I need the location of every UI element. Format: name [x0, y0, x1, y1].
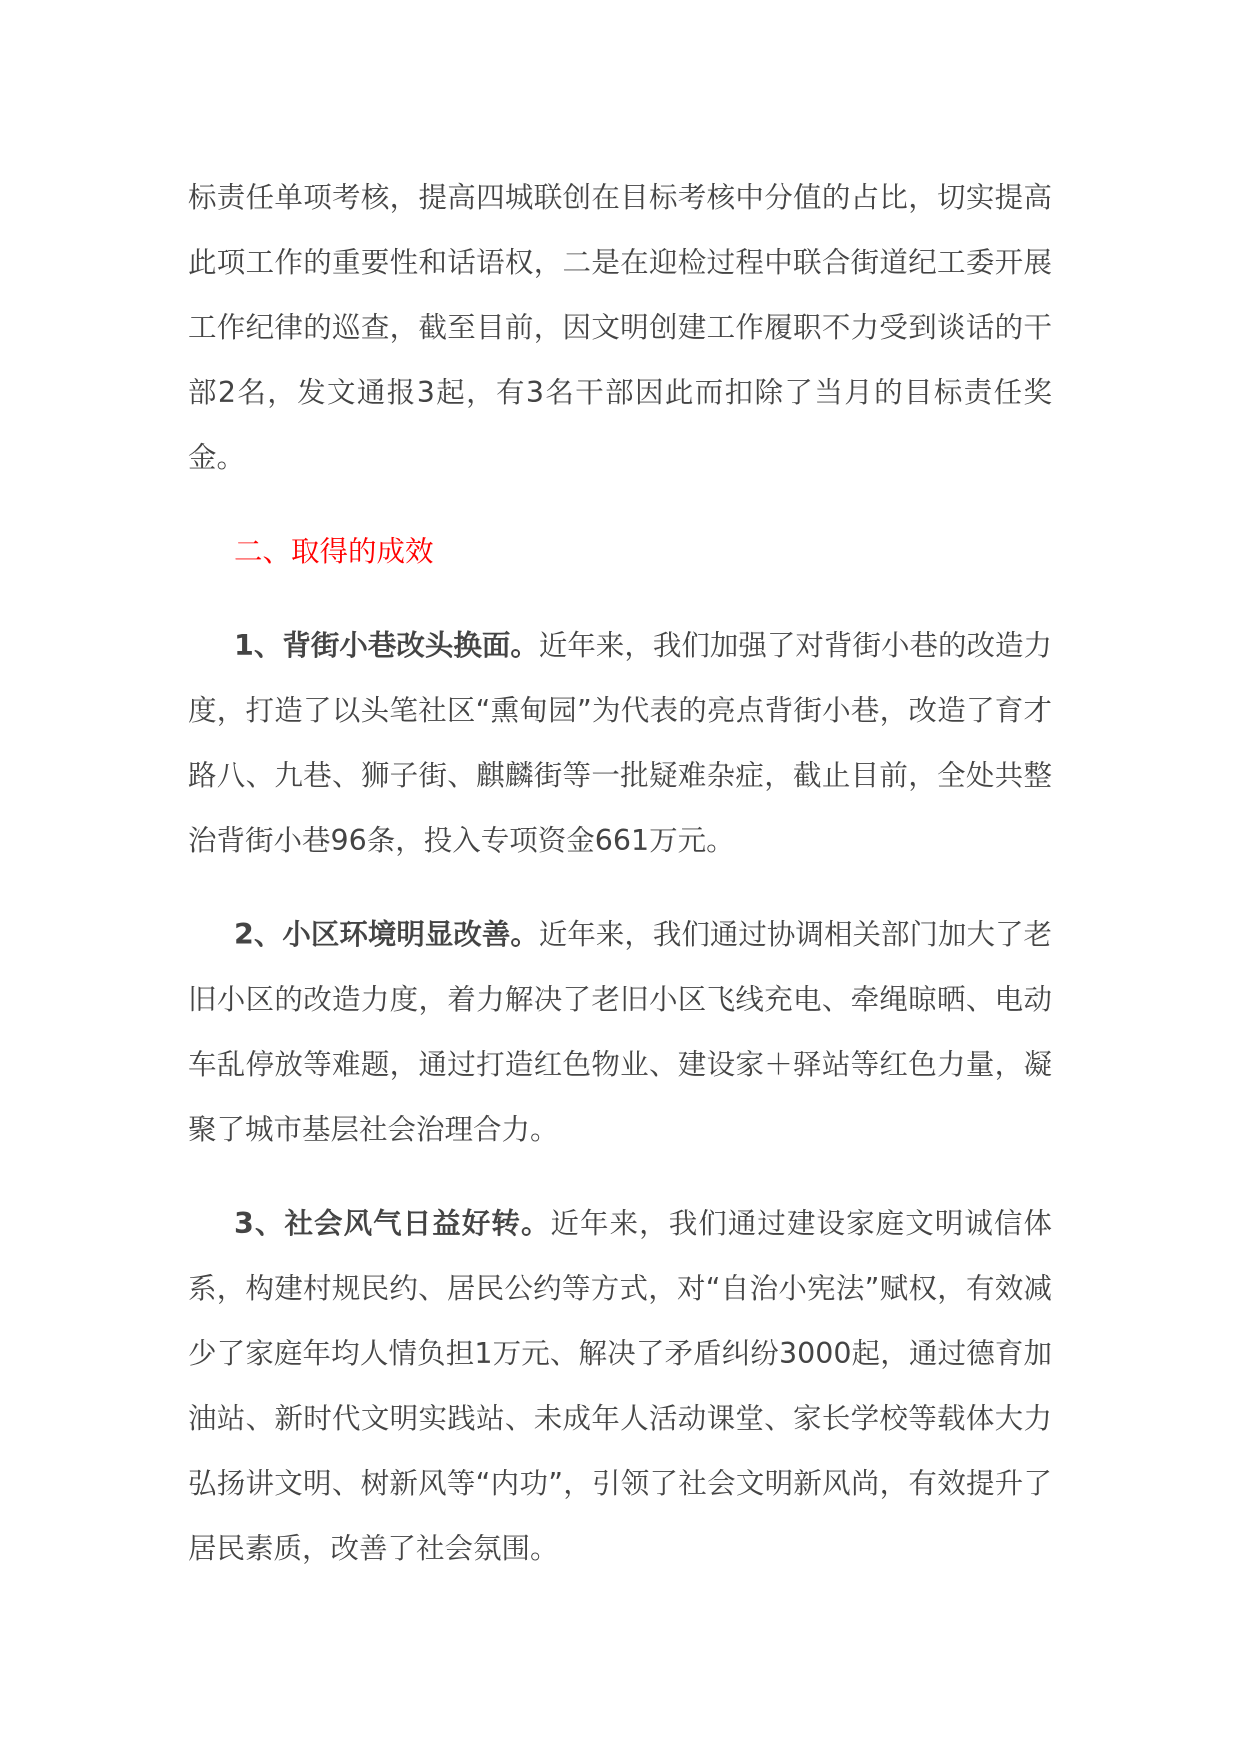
document-body — [188, 165, 1052, 1610]
achievement-item-1-title: 1、背街小巷改头换面。 — [234, 629, 539, 662]
achievement-item-3-body: 近年来，我们通过建设家庭文明诚信体系，构建村规民约、居民公约等方式，对“自治小宪法”赋权，有效减少了家庭年均人情负担1万元、解决了矛盾纠纷3000起，通过德育加油站、新时代文明实践站、未成年人活动课堂、家长学校等载体大力弘扬讲文明、树新风等“内功”，引领了社会文明新风尚，有效提升了居民素质，改善了社会氛围。 — [188, 1207, 1052, 1565]
achievement-item-1-body: 近年来，我们加强了对背街小巷的改造力度，打造了以头笔社区“熏甸园”为代表的亮点背街小巷，改造了育才路八、九巷、狮子街、麒麟街等一批疑难杂症，截止目前，全处共整治背街小巷96条，投入专项资金661万元。 — [188, 629, 1052, 857]
achievement-item-3-title: 3、社会风气日益好转。 — [234, 1207, 551, 1240]
achievement-item-2 — [188, 902, 1052, 1162]
achievement-item-2-title: 2、小区环境明显改善。 — [234, 918, 539, 951]
section-heading: 二、取得的成效 — [234, 535, 434, 568]
achievement-item-3 — [188, 1191, 1052, 1581]
achievement-item-2-body: 近年来，我们通过协调相关部门加大了老旧小区的改造力度，着力解决了老旧小区飞线充电、牵绳晾晒、电动车乱停放等难题，通过打造红色物业、建设家＋驿站等红色力量，凝聚了城市基层社会治理合力。 — [188, 918, 1052, 1146]
achievement-item-1 — [188, 613, 1052, 873]
continuation-paragraph: 标责任单项考核，提高四城联创在目标考核中分值的占比，切实提高此项工作的重要性和话语权，二是在迎检过程中联合街道纪工委开展工作纪律的巡查，截至目前，因文明创建工作履职不力受到谈话的干部2名，发文通报3起，有3名干部因此而扣除了当月的目标责任奖金。 — [188, 181, 1052, 474]
